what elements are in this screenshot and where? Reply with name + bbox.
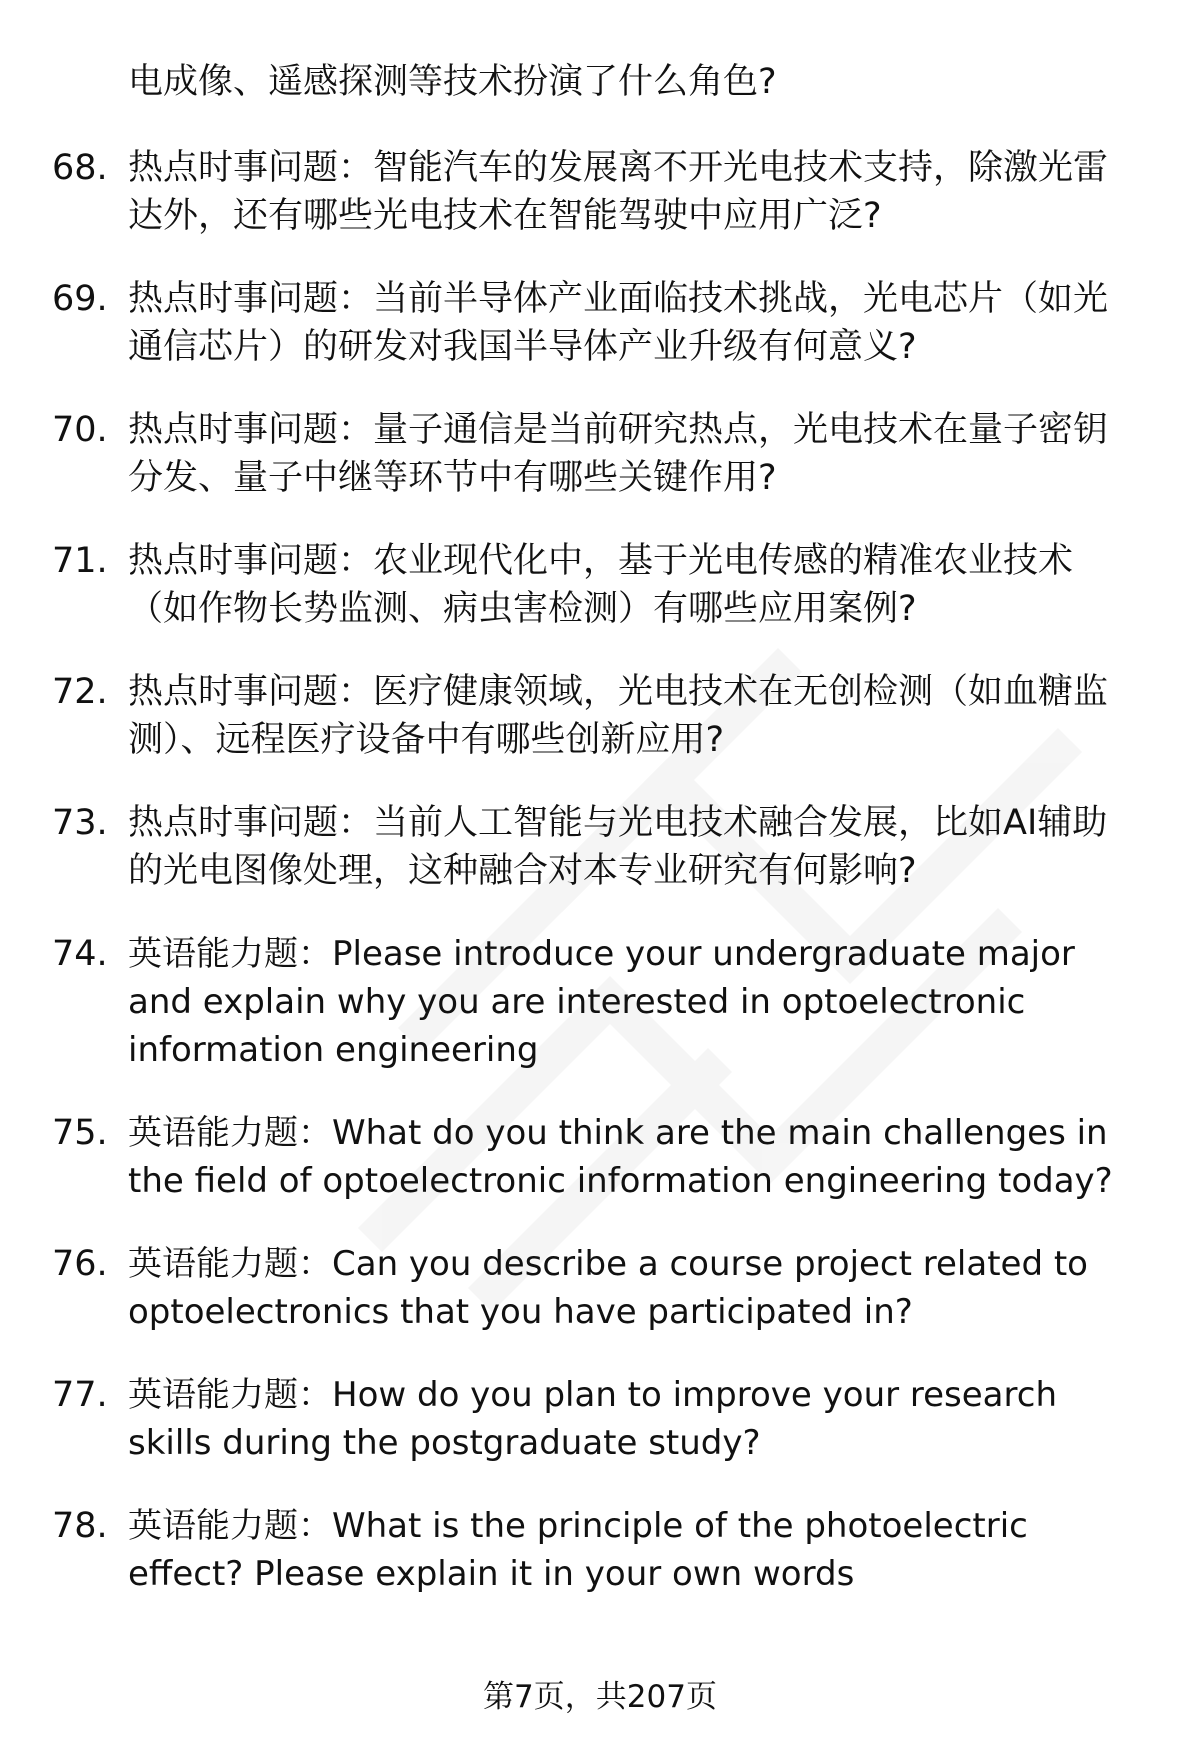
question-item (52, 406, 1152, 502)
question-number: 74. (52, 934, 108, 974)
question-number: 78. (52, 1506, 108, 1546)
question-item (52, 1109, 1152, 1205)
question-item (52, 275, 1152, 371)
question-item (52, 144, 1152, 240)
question-number: 68. (52, 148, 108, 188)
question-number: 69. (52, 279, 108, 319)
question-text: 英语能力题：What do you think are the main challenges in the field of optoelectronic information engineering today? (128, 1113, 1113, 1201)
question-number: 75. (52, 1113, 108, 1153)
question-number: 70. (52, 410, 108, 450)
question-item (52, 1502, 1152, 1598)
question-text: 英语能力题：Can you describe a course project related to optoelectronics that you have participated in? (128, 1244, 1088, 1332)
question-number: 76. (52, 1244, 108, 1284)
question-item (52, 799, 1152, 895)
question-item (52, 1371, 1152, 1467)
continued-question-line: 电成像、遥感探测等技术扮演了什么角色? (128, 62, 777, 102)
question-text: 英语能力题：What is the principle of the photoelectric effect? Please explain it in your own words (128, 1506, 1028, 1594)
question-text: 热点时事问题：医疗健康领域，光电技术在无创检测（如血糖监 测）、远程医疗设备中有哪些创新应用? (128, 672, 1109, 760)
question-item (52, 930, 1152, 1074)
question-text: 英语能力题：How do you plan to improve your research skills during the postgraduate study? (128, 1375, 1057, 1463)
question-text: 英语能力题：Please introduce your undergraduate major and explain why you are interested in optoelectronic information engineering (128, 934, 1075, 1070)
question-number: 71. (52, 541, 108, 581)
page-number-footer: 第7页，共207页 (483, 1679, 717, 1715)
question-text: 热点时事问题：智能汽车的发展离不开光电技术支持，除激光雷 达外，还有哪些光电技术在智能驾驶中应用广泛? (128, 148, 1109, 236)
question-text: 热点时事问题：当前人工智能与光电技术融合发展，比如AI辅助 的光电图像处理，这种融合对本专业研究有何影响? (128, 803, 1108, 891)
question-item (52, 537, 1152, 633)
question-number: 77. (52, 1375, 108, 1415)
question-text: 热点时事问题：农业现代化中，基于光电传感的精准农业技术 （如作物长势监测、病虫害检测）有哪些应用案例? (128, 541, 1074, 629)
question-number: 73. (52, 803, 108, 843)
question-text: 热点时事问题：量子通信是当前研究热点，光电技术在量子密钥 分发、量子中继等环节中有哪些关键作用? (128, 410, 1109, 498)
question-number: 72. (52, 672, 108, 712)
question-item (52, 1240, 1152, 1336)
question-list (52, 144, 1152, 1633)
question-item (52, 668, 1152, 764)
question-text: 热点时事问题：当前半导体产业面临技术挑战，光电芯片（如光 通信芯片）的研发对我国半导体产业升级有何意义? (128, 279, 1109, 367)
